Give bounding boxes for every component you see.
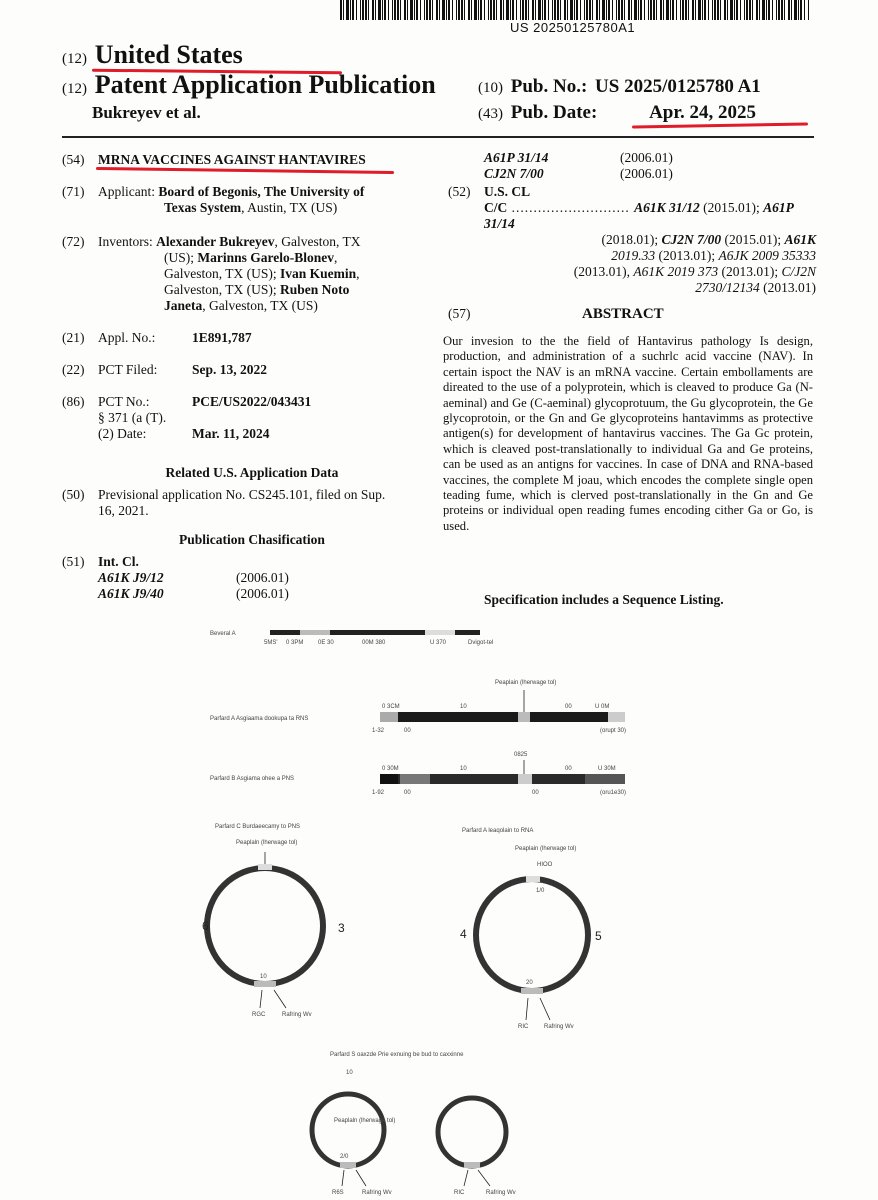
bar2-top-label: 00 xyxy=(565,704,572,710)
date2-value: Mar. 11, 2024 xyxy=(192,426,270,441)
cpc-date: (2013.01); xyxy=(718,264,782,279)
prov-code: (50) xyxy=(62,487,85,502)
bar3-bottom-label: 1-92 xyxy=(372,790,385,796)
barcode-stripe xyxy=(809,0,810,20)
appl-no-line xyxy=(62,330,252,346)
cpc-date: (2013.01); xyxy=(655,248,719,263)
inventors-code: (72) xyxy=(62,234,85,249)
circle3-top: 10 xyxy=(346,1070,353,1076)
circle2-callout2: HIOO xyxy=(537,862,553,868)
us-cl-block: (52) U.S. CL C/C ........................... A61K 31/12 (2015.01); A61P 31/14 (2018.01); CJ2N 7/00 (2015.01); A61K 2019.33 (2013.01); A6JK 2009 35333 (2013.01), A61K 2019 373 (2013.01); C/J2N 2730/12134 (2013.01) xyxy=(448,184,816,295)
pub-date-label: Pub. Date: xyxy=(510,102,598,123)
circle1-left: 6 xyxy=(202,919,209,933)
cpc-date: (2015.01); xyxy=(721,232,785,247)
circle4-ring xyxy=(438,1098,506,1166)
bar2-top-label: U 0M xyxy=(595,704,610,710)
bar1-tick: 5MS' xyxy=(264,640,278,646)
barcode-number: US 20250125780A1 xyxy=(510,20,636,35)
inventor-5-loc: , Galveston, TX (US) xyxy=(202,298,318,313)
prov-line1: Previsional application No. CS245.101, filed on Sup. xyxy=(98,487,386,502)
inventors-block xyxy=(62,234,432,314)
pct-filed-line xyxy=(62,362,267,378)
pct-no-block xyxy=(62,394,311,442)
cpc-code: A6JK 2009 35333 xyxy=(718,248,816,263)
circle1-bottom: 10 xyxy=(260,974,267,980)
circle3-arrow-label: R6S xyxy=(332,1190,344,1196)
bar2-bottom-label: 00 xyxy=(404,728,411,734)
related-heading: Related U.S. Application Data xyxy=(165,465,339,480)
inventor-2: Marinns Garelo-Blonev xyxy=(197,250,334,265)
bar2-bottom-label: (orupt 30) xyxy=(600,728,627,734)
pub-no: US 2025/0125780 A1 xyxy=(595,76,761,97)
appl-code: (21) xyxy=(62,330,85,345)
abstract-heading: ABSTRACT xyxy=(582,306,664,322)
intcl-row-date: (2006.01) xyxy=(236,586,289,601)
inventor-1-loc: , Galveston, TX xyxy=(274,234,361,249)
inventor-3-loc: , xyxy=(356,266,360,281)
appl-value: 1E891,787 xyxy=(192,330,252,345)
bar2-label: Parfard A Asgiaama dookupa ta RNS xyxy=(210,716,309,722)
bar2-top-label: 0 3CM xyxy=(382,704,400,710)
applicant-label: Applicant: xyxy=(98,184,155,199)
circle2-top: 1/0 xyxy=(536,888,545,894)
intcl-block xyxy=(62,554,442,602)
cpc-code: CJ2N 7/00 xyxy=(661,232,722,247)
circle2-label: Parfard A leaqolain to RNA xyxy=(462,828,534,834)
inventor-3-pre: Galveston, TX (US); xyxy=(164,266,280,281)
header-rule xyxy=(62,136,814,138)
circle1-label: Parfard C Burdaeecamy to PNS xyxy=(215,824,301,830)
prov-line2: 16, 2021. xyxy=(98,503,149,518)
bar3-label: Parfard B Asgiama ohee a PNS xyxy=(210,776,295,782)
inventor-4: Ruben Noto xyxy=(280,282,350,297)
type-code: (12) xyxy=(62,81,87,97)
circle2-bottom: 20 xyxy=(526,980,533,986)
bar3-top-label: U 30M xyxy=(598,766,616,772)
cpc-code: A61K 31/12 xyxy=(634,200,700,215)
bar2-callout: Peaplain (lherwage tol) xyxy=(495,680,557,686)
intcl-row-code: A61K J9/12 xyxy=(98,570,164,585)
pub-no-line xyxy=(478,76,761,98)
country: United States xyxy=(94,40,243,69)
pub-date-line xyxy=(478,102,756,124)
circle3-arrow-label: Rafring Wv xyxy=(362,1190,392,1196)
sequence-listing: Specification includes a Sequence Listing. xyxy=(484,592,724,607)
applicant-name-bold: Texas System xyxy=(164,200,242,215)
inventor-short: Bukreyev et al. xyxy=(92,103,201,122)
cpc-date: (2015.01); xyxy=(699,200,764,215)
intcl-label: Int. Cl. xyxy=(98,554,139,569)
inventor-1: Alexander Bukreyev xyxy=(156,234,275,249)
circle4-arrow-label: Rafring Wv xyxy=(486,1190,516,1196)
barcode xyxy=(340,0,810,20)
applicant-line1: Board of Begonis, The University of xyxy=(158,184,365,199)
intcl-row-date: (2006.01) xyxy=(236,570,289,585)
inventors-label: Inventors: xyxy=(98,234,153,249)
bar3-bottom-label: 00 xyxy=(404,790,411,796)
applicant-block xyxy=(62,184,422,216)
circle2-right: 5 xyxy=(595,929,602,943)
circle1-right: 3 xyxy=(338,921,345,935)
bar2-top-label: 10 xyxy=(460,704,467,710)
provisional-block xyxy=(62,487,442,519)
pct-no-label: PCT No.: xyxy=(98,394,150,409)
sec371: § 371 (a (T). xyxy=(98,410,167,425)
bar2-track xyxy=(380,712,625,722)
bar3-bottom-label: 00 xyxy=(532,790,539,796)
pct-filed-value: Sep. 13, 2022 xyxy=(192,362,268,377)
circle3-callout: Peaplaln (lherwage tol) xyxy=(334,1118,396,1124)
bar1-tick: 0 3PM xyxy=(286,640,304,646)
applicant-location: , Austin, TX (US) xyxy=(241,200,338,215)
date2-label: (2) Date: xyxy=(98,426,147,441)
cpc-code: A61K 2019 373 xyxy=(633,264,719,279)
uscl-label: U.S. CL xyxy=(484,184,531,199)
cpc-date: (2018.01); xyxy=(601,232,662,247)
inventor-3: Ivan Kuemin xyxy=(280,266,357,281)
class-row-code: A61P 31/14 xyxy=(484,150,549,165)
intcl-row-code: A61K J9/40 xyxy=(98,586,164,601)
inventor-2-loc: , xyxy=(334,250,338,265)
bar1-tick: Dvigot-tel xyxy=(468,640,494,646)
pub-no-label: Pub. No.: xyxy=(510,76,588,97)
intcl-code: (51) xyxy=(62,554,85,569)
bar1-label: Beveral A xyxy=(210,631,236,637)
uscl-code: (52) xyxy=(448,184,471,199)
cpc-code: A61P 31/14 xyxy=(484,200,794,231)
pub-class-heading: Publication Chasification xyxy=(179,532,325,547)
title-line xyxy=(62,152,366,168)
country-heading xyxy=(62,40,243,70)
circle3-label: Parfard S oaxzde Prie exnuing be bud to caxxinne xyxy=(330,1052,464,1058)
circle2-arrow-label: RIC xyxy=(518,1024,529,1030)
pct-filed-label: PCT Filed: xyxy=(98,362,158,377)
cpc-date: (2013.01), xyxy=(573,264,634,279)
bar2-bottom-label: 1-32 xyxy=(372,728,385,734)
appl-label: Appl. No.: xyxy=(98,330,156,345)
class-row-date: (2006.01) xyxy=(620,166,673,181)
circle1-callout: Peaplaln (lherwage tol) xyxy=(236,840,298,846)
class-row-code: CJ2N 7/00 xyxy=(484,166,544,181)
abstract-code: (57) xyxy=(448,306,471,321)
circle2-ring xyxy=(476,879,588,991)
class-rows xyxy=(484,150,673,182)
pub-date-code: (43) xyxy=(478,106,503,122)
bar3-callout: 0825 xyxy=(514,752,528,758)
circle1-ring xyxy=(207,868,323,984)
publication-type: Patent Application Publication xyxy=(94,70,436,99)
class-row-date: (2006.01) xyxy=(620,150,673,165)
abstract-text: Our invesion to the the field of Hantavirus pathology Is design, production, and administration of a suchrlc acid vaccine (NAV). In certain ispoct the NAV is an mRNA vaccine. Certain embollaments are direated to the use of a polyprotein, which is cleaved to produce Ga (N-aeminal) and Ge (C-aeminal) glycoprotuum, the Gu glycoprotein, the Ge glycoprotoin, or the Gn and Ge glycoproteins hantavimms as protective antigen(s) for development of hantavirus vaccines. The Ga Gc protein, which is cleaved post-translationally to individual Ga and Ge proteins, can be used as an antigns for vaccines. In case of DNA and RNA-based vaccines, the complete M joau, which encodes the complete single open teading fume, which is clerved post-translationally in the Gn and Ge proteins or individual open reading fumes encoding cither Ga or Go, is used. xyxy=(443,334,813,533)
bar1-segment xyxy=(425,630,455,635)
inventor-4-pre: Galveston, TX (US); xyxy=(164,282,280,297)
title: MRNA VACCINES AGAINST HANTAVIRES xyxy=(98,152,366,167)
pct-no-value: PCE/US2022/043431 xyxy=(192,394,312,409)
circle3-inner: 2/0 xyxy=(340,1154,349,1160)
pct-no-code: (86) xyxy=(62,394,85,409)
cpc-label: C/C xyxy=(484,200,508,215)
figure-drawing xyxy=(190,620,690,1200)
cpc-code: 2730/12134 xyxy=(695,280,760,295)
bar1-tick: U 370 xyxy=(430,640,447,646)
circle1-arrow-label: Rafring Wv xyxy=(282,1012,312,1018)
cpc-code: A61K xyxy=(784,232,816,247)
applicant-code: (71) xyxy=(62,184,85,199)
circle2-arrow-label: Rafring Wv xyxy=(544,1024,574,1030)
bar3-top-label: 10 xyxy=(460,766,467,772)
bar1-tick: 00M 380 xyxy=(362,640,386,646)
pub-no-code: (10) xyxy=(478,80,503,96)
bar1-tick: 0E 30 xyxy=(318,640,334,646)
cpc-code: C/J2N xyxy=(781,264,816,279)
bar3-bottom-label: (oru1e30) xyxy=(600,790,627,796)
inventor-2-pre: (US); xyxy=(164,250,198,265)
circle4-arrow-label: RIC xyxy=(454,1190,465,1196)
pct-filed-code: (22) xyxy=(62,362,85,377)
circle1-arrow-label: RGC xyxy=(252,1012,266,1018)
abstract-heading-line xyxy=(448,306,816,322)
cpc-code: 2019.33 xyxy=(611,248,656,263)
bar3-top-label: 0 30M xyxy=(382,766,399,772)
circle2-callout: Peaplain (lherwage tol) xyxy=(515,846,577,852)
circle2-left: 4 xyxy=(460,927,467,941)
bar1-segment xyxy=(300,630,330,635)
bar3-top-label: 00 xyxy=(565,766,572,772)
publication-type-heading xyxy=(62,70,436,100)
title-code: (54) xyxy=(62,152,85,167)
pub-date: Apr. 24, 2025 xyxy=(649,102,757,123)
cpc-date: (2013.01) xyxy=(759,280,816,295)
inventor-5: Janeta xyxy=(164,298,203,313)
country-code: (12) xyxy=(62,51,87,67)
